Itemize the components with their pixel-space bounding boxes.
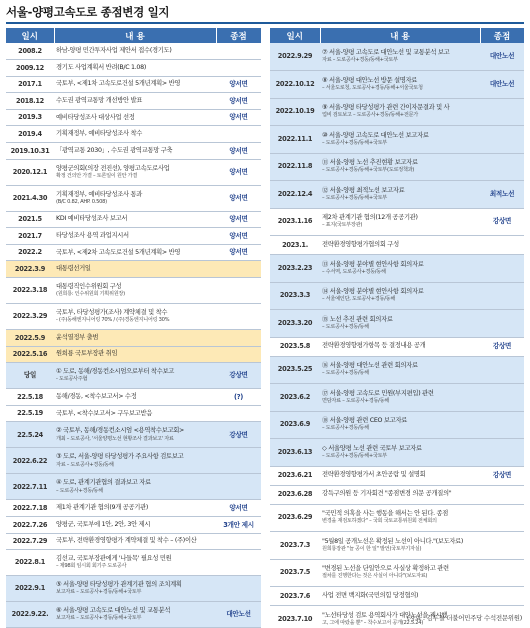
row-date: 2022.7.29 [6,533,54,550]
table-row [6,330,261,347]
row-route [216,304,261,330]
row-content: ⑱ 서울-양평 관련 CEO 보고자료 [322,417,408,425]
row-content: 「광역교통 2030」, 수도권 광역교통망 구축 [56,146,173,154]
table-row [6,244,261,261]
row-content: 국토부, <착수보고서> 구두보고받음 [56,409,153,417]
row-content: 전략환경영향평가서 초안공람 및 설명회 [322,471,426,479]
row-content-cell [320,485,480,504]
row-content-detail: – 수서역, 도로공사+경동/동해 [322,268,386,275]
row-content-detail: – 표지(국토부장관) [322,222,363,229]
table-row [6,60,261,77]
row-date: 2023.6.13 [270,439,320,467]
row-content-detail: 업비 검토보고 – 도로공사+경동/동해+전문가 [322,112,418,119]
table-row [6,109,261,126]
row-route [480,282,524,310]
row-content-detail: 개최 – 도로공사, '서울양평노선 현황조사 결과보고' 자료 [56,435,174,442]
row-content: 동해/경동, <착수보고서> 수정 [56,392,137,400]
row-date: 2022.6.22 [6,448,54,474]
row-route: 양서면 [216,244,261,261]
row-content-detail: 확정 건의안 가결 – 토론일이 원안 가결 [56,172,138,179]
row-date: 2022.8.1 [6,550,54,576]
row-content-cell [54,517,216,534]
row-content-cell [54,143,216,160]
row-date: 2023.6.29 [270,504,320,532]
row-content: 하남-양평 민간투자사업 제안서 접수(경기도) [56,46,172,54]
row-route [480,439,524,467]
row-route [216,43,261,60]
row-content: ④ 도로, 관계기관협의 결과보고 자료 [56,479,151,487]
row-route [480,236,524,255]
row-date: 2008.2 [6,43,54,60]
title-divider [6,22,524,24]
row-route: 강상면 [216,363,261,389]
row-route [216,346,261,363]
row-content-cell [54,422,216,448]
table-row [270,384,524,412]
row-content-detail: 원희룡장관 "늘 공이 한 일" 발언(국토부기자실) [322,545,422,552]
row-route: 양서면 [216,159,261,185]
header-date: 일시 [6,28,54,43]
row-route [216,576,261,602]
table-row [6,143,261,160]
row-route [216,60,261,77]
row-date: 2021.5 [6,211,54,228]
row-date: 2022.3.18 [6,278,54,304]
row-content: 전략환경영향평가항목 등 결정내용 공개 [322,342,426,350]
row-content-cell [320,337,480,356]
row-content-cell [54,363,216,389]
row-content-cell [320,504,480,532]
table-row [270,504,524,532]
row-date: 2018.12 [6,93,54,110]
row-route [480,485,524,504]
row-content: 양평군, 국토부에 1안, 2안, 3안 제시 [56,520,151,528]
row-date: 2019.4 [6,126,54,143]
row-content-detail: 보고자료 – 도로공사+경동/동해+국토부 [56,589,142,596]
row-content-cell [54,330,216,347]
row-route [216,550,261,576]
table-row [6,76,261,93]
row-content-cell [320,282,480,310]
row-date: 2023.7.5 [270,559,320,587]
row-route [480,504,524,532]
row-route [480,587,524,606]
table-row [270,411,524,439]
row-date: 2023.1. [270,236,320,255]
row-date: 22.5.18 [6,389,54,406]
row-content-detail: 자료 – 도로공사+경동/동해+국토부 [322,57,398,64]
row-content: "국민적 의혹을 사는 행동을 해서는 안 된다. 종점 [322,510,449,518]
row-content: 강득구의원 등 기자회견 "종점변경 의문 공개질의" [322,490,452,498]
row-content: KDI 예비타당성조사 보고서 [56,215,128,223]
row-content-cell [54,244,216,261]
row-content-detail: 절차를 진행한다는 것은 사실이 아니다"(보도자료) [322,573,428,580]
row-content-detail: 고, 그에 따랐을 뿐" – 착수보고서 공개(22.5.24) [322,619,423,626]
row-route: 양서면 [216,185,261,211]
row-date: 2023.6.21 [270,466,320,485]
row-content: ① 도로, 동해/경동컨소시엄으로부터 착수보고 [56,368,175,376]
row-route [216,405,261,422]
row-date: 2022.11.8 [270,153,320,181]
table-row [6,602,261,628]
row-date: 2023.5.8 [270,337,320,356]
row-route: 강상면 [480,466,524,485]
table-row [6,278,261,304]
row-route [216,448,261,474]
row-route: 강상면 [480,208,524,236]
row-date: 2020.12.1 [6,159,54,185]
row-route: 대안노선 [480,71,524,99]
row-route: 대안노선 [216,602,261,628]
row-content-detail: - (주)동해엔지니어링 70% / (주)경동엔지니어링 30% [56,317,170,324]
row-date: 2023.3.3 [270,282,320,310]
row-content-cell [54,346,216,363]
row-route: 강상면 [480,337,524,356]
row-route: 양서면 [216,109,261,126]
row-content: ⑥ 서울-양평 고속도로 대안노선 및 교통분석 [56,607,171,615]
row-content: ⑮ 노선 추진 관련 회의자료 [322,315,393,323]
table-row [6,533,261,550]
row-content-detail: – 서울예인단, 도로공사+경동/동해 [322,296,396,303]
row-content: ⑦ 서울-양평 고속도로 대안노선 및 교통분석 보고 [322,49,450,57]
row-date: 2022.9.29 [270,43,320,71]
table-row [270,466,524,485]
header-date: 일시 [270,28,320,43]
table-row [6,261,261,278]
table-row [270,126,524,154]
table-row [6,500,261,517]
row-content: "5월8일 공개노선은 확정된 노선이 아니다."(보도자료) [322,537,464,545]
row-content-cell [54,43,216,60]
row-content-cell [54,448,216,474]
table-row [270,559,524,587]
row-content: ③ 도로, 서울-양평 타당성평가 주요사항 검토보고 [56,453,184,461]
row-content-detail: (원희룡: 인수위원회 기획위원장) [56,291,125,298]
row-content-detail: – 서울도로청, 도로공사+경동/동해+서울국토청 [322,84,423,91]
row-content-cell [54,211,216,228]
row-content-cell [54,261,216,278]
row-route: 양서면 [216,93,261,110]
row-date: 2022.9.1 [6,576,54,602]
row-route: 대안노선 [480,43,524,71]
row-route: 양서면 [216,211,261,228]
row-content-cell [320,411,480,439]
row-route [216,533,261,550]
row-content: "변경된 노선을 단일안으로 사실상 확정하고 관련 [322,565,449,573]
row-date: 2022.10.12 [270,71,320,99]
row-route: 강상면 [216,422,261,448]
row-date: 2017.1 [6,76,54,93]
row-content: "노선타당성 검토 용역회사가 대안노선을 제시했 [322,611,448,619]
row-route [480,255,524,283]
row-route [216,261,261,278]
row-date: 2022.7.18 [6,500,54,517]
row-date: 2022.7.11 [6,474,54,500]
table-row [6,159,261,185]
row-content-detail: 자료 – 도로공사+경동/동해 [56,461,114,468]
row-route [216,330,261,347]
row-content: 기획재정부, 예비타당성조사 착수 [56,130,143,138]
row-content-cell [320,310,480,338]
row-content-cell [54,602,216,628]
row-route [480,411,524,439]
row-date: 2019.10.31 [6,143,54,160]
row-content-cell [54,576,216,602]
table-row [270,587,524,606]
row-content-detail: 면담자료 – 도로공사+경동/동해 [322,397,390,404]
row-content: ⑪ 서울-양평 노선 추진현황 보고자료 [322,159,418,167]
row-date: 2022.12.4 [270,181,320,209]
table-row [270,98,524,126]
row-date: 2022.3.29 [6,304,54,330]
row-content: 김선교, 국토부장관에게 '나들목' 필요성 민원 [56,555,172,563]
header-route: 종점 [216,28,261,43]
table-row [270,356,524,384]
row-content-cell [54,109,216,126]
table-row [6,474,261,500]
row-content-detail: – 도로공사+경동/동해 [322,323,369,330]
row-content: 대통령직인수위원회 구성 [56,283,122,291]
table-header-row [6,28,261,43]
row-content: 타당성조사 용역 과업지시서 [56,231,129,239]
row-content-cell [54,60,216,77]
row-content: 국토부, 전략환경영향평가 계약체결 및 착수 – (주)이산 [56,537,197,545]
row-content: ② 국토부, 동해/경동컨소시엄 <용역착수보고회> [56,427,185,435]
row-date: 2023.6.28 [270,485,320,504]
row-date: 2023.7.6 [270,587,320,606]
table-row [6,517,261,534]
table-row [6,346,261,363]
table-row [6,126,261,143]
row-content-detail: - 도로공사주협 [56,376,88,383]
table-row [6,405,261,422]
row-content-cell [54,76,216,93]
table-row [270,282,524,310]
row-content: ⑰ 서울-양평 고속도로 민원(부지편입) 관련 [322,389,434,397]
row-content-cell [320,466,480,485]
row-route [216,474,261,500]
row-content-detail: – 도로공사+경동/동해 [322,425,369,432]
row-content-cell [320,255,480,283]
table-row [270,71,524,99]
row-date: 2022.3.9 [6,261,54,278]
row-content: 국토부, <제2차 고속도로건설 5개년계획> 반영 [56,248,181,256]
header-route: 종점 [480,28,524,43]
row-content: 기획재정부, 예비타당성조사 통과 [56,190,143,198]
table-row [270,236,524,255]
row-content-detail: 변경을 재검토하겠다" – 국회 국토교통위원회 전체회의 [322,518,437,525]
row-date: 2023.6.2 [270,384,320,412]
row-route [480,126,524,154]
row-content: 윤석열정부 출범 [56,333,99,341]
row-route: 3개안 제시 [216,517,261,534]
table-row [6,389,261,406]
row-content-cell [54,304,216,330]
row-content-detail: – 제98회 임시회 회기주 도로공사 [56,563,127,570]
row-content: 제1차 관계기관 협의(9개 공공기관) [56,504,149,512]
row-date: 2022.10.19 [270,98,320,126]
table-row [270,310,524,338]
row-content: ⑤ 서울-양평 타당성평가 관계기관 협의 조치계획 [56,581,182,589]
row-content: 제2차 관계기관 협의(12개 공공기관) [322,214,418,222]
row-route [480,310,524,338]
row-content: 국토부, <제1차 고속도로건설 5개년계획> 반영 [56,80,181,88]
source-note: (자료 : 김두철 더불어민주당 수석전문위원) [406,614,522,622]
row-content-cell [54,474,216,500]
row-content: ⑩ 서울-양평 고속도로 대안노선 보고자료 [322,131,429,139]
table-row [6,185,261,211]
row-content-detail: – 도로공사+경동/동해+국토부 [322,139,388,146]
row-route: (?) [216,389,261,406]
row-content-detail: – 도로공사+경동/동해+국토부 [322,452,388,459]
row-content: ⑯ 서울-양평 대안노선 관련 회의자료 [322,362,418,370]
row-content-cell [320,126,480,154]
row-content: 사업 전면 백지화(국민의힘 당정협의) [322,591,419,599]
row-content: 양평군의회(의장 전진선), 양평고속도로사업 [56,164,170,172]
row-content-detail: 보고자료 – 도로공사+경동/동해+국토부 [56,615,142,622]
table-row [6,228,261,245]
row-route: 양서면 [216,500,261,517]
row-content-cell [320,98,480,126]
table-row [270,153,524,181]
table-row [6,43,261,60]
row-date: 2019.3 [6,109,54,126]
row-content: 예비타당성조사 대상사업 선정 [56,113,135,121]
row-date: 2023.5.25 [270,356,320,384]
row-content-cell [54,93,216,110]
row-route [480,384,524,412]
row-date: 2022.5.9 [6,330,54,347]
row-content-cell [320,532,480,560]
table-row [6,304,261,330]
row-date: 2022.2 [6,244,54,261]
header-content: 내 용 [320,28,480,43]
row-content: ⑫ 서울-양평 최적노선 보고자료 [322,186,405,194]
table-row [6,422,261,448]
row-content-cell [320,439,480,467]
table-row [270,43,524,71]
row-content-cell [320,384,480,412]
row-content-cell [320,587,480,606]
row-route [480,98,524,126]
row-content-cell [54,550,216,576]
row-content: 수도권 광역교통망 개선방안 발표 [56,96,143,104]
row-content-cell [320,71,480,99]
row-date: 2021.7 [6,228,54,245]
header-content: 내 용 [54,28,216,43]
row-route [216,126,261,143]
row-date: 2023.1.16 [270,208,320,236]
row-content: 대통령선거일 [56,265,91,273]
row-content-cell [320,559,480,587]
row-date: 2022.11.1 [270,126,320,154]
row-date: 2023.7.3 [270,532,320,560]
row-content-cell [54,389,216,406]
row-content: ⑧ 서울-양평 대안노선 방문 설명자료 [322,76,418,84]
row-date: 2021.4.30 [6,185,54,211]
table-row [6,576,261,602]
left-timeline-table [6,28,261,628]
row-date: 22.5.19 [6,405,54,422]
table-row [270,485,524,504]
row-content: 전략환경영향평가협의회 구성 [322,240,399,248]
row-content-cell [320,236,480,255]
table-row [270,337,524,356]
page-title: 서울-양평고속도로 종점변경 일지 [6,5,170,19]
row-content-cell [320,208,480,236]
row-content: ⑭ 서울-양평 분야별 현안사항 회의자료 [322,288,424,296]
row-content: 국토부, 타당성평가(조사) 계약체결 및 착수 [56,309,168,317]
row-date: 2023.7.10 [270,606,320,628]
row-content-cell [320,356,480,384]
table-row [6,363,261,389]
row-content-cell [320,181,480,209]
table-header-row [270,28,524,43]
row-route: 양서면 [216,228,261,245]
row-date: 2023.2.23 [270,255,320,283]
row-content-detail: – 도로공사+경동/동해+국토부 [322,194,388,201]
row-date: 2022.5.16 [6,346,54,363]
row-content-detail: – 도로공사+경동/동해 [322,370,369,377]
row-content: 경기도 사업계획서 반려(B/C 1.08) [56,63,147,71]
row-route: 양서면 [216,76,261,93]
table-row [6,93,261,110]
row-route [480,559,524,587]
row-route [480,153,524,181]
row-date: 2023.3.20 [270,310,320,338]
right-timeline-table [270,28,524,628]
row-content-detail: (B/C 0.82, AHP. 0.508) [56,198,107,205]
row-route: 양서면 [216,143,261,160]
row-route [480,532,524,560]
table-row [270,255,524,283]
row-content-cell [54,228,216,245]
row-content-cell [54,159,216,185]
row-date: 당일 [6,363,54,389]
table-row [270,181,524,209]
row-content-detail: – 도로공사+경동/동해 [56,487,103,494]
row-date: 2023.6.9 [270,411,320,439]
table-row [6,448,261,474]
row-content-cell [320,43,480,71]
row-content-cell [54,405,216,422]
row-route [480,356,524,384]
row-route: 최적노선 [480,181,524,209]
row-date: 2022.7.26 [6,517,54,534]
row-content-detail: – 도로공사+경동/동해+국토부(도로정책과) [322,167,415,174]
table-row [270,439,524,467]
row-content-cell [54,126,216,143]
row-content-cell [54,533,216,550]
row-route [216,278,261,304]
row-content-cell [54,278,216,304]
row-content-cell [54,500,216,517]
row-date: 2009.12 [6,60,54,77]
row-content: ◇ 서울양평 노선 관련 국토부 보고자료 [322,444,422,452]
row-content-cell [54,185,216,211]
row-date: 22.5.24 [6,422,54,448]
row-content: ⑬ 서울-양평 분야별 현안사항 회의자료 [322,260,424,268]
table-row [270,532,524,560]
table-row [6,550,261,576]
row-content: ⑨ 서울-양평 타당성평가 관련 간이자문결과 및 사 [322,104,450,112]
row-date: 2022.9.22. [6,602,54,628]
row-content: 원희룡 국토부장관 취임 [56,350,118,358]
row-content-cell [320,153,480,181]
table-row [6,211,261,228]
table-row [270,208,524,236]
